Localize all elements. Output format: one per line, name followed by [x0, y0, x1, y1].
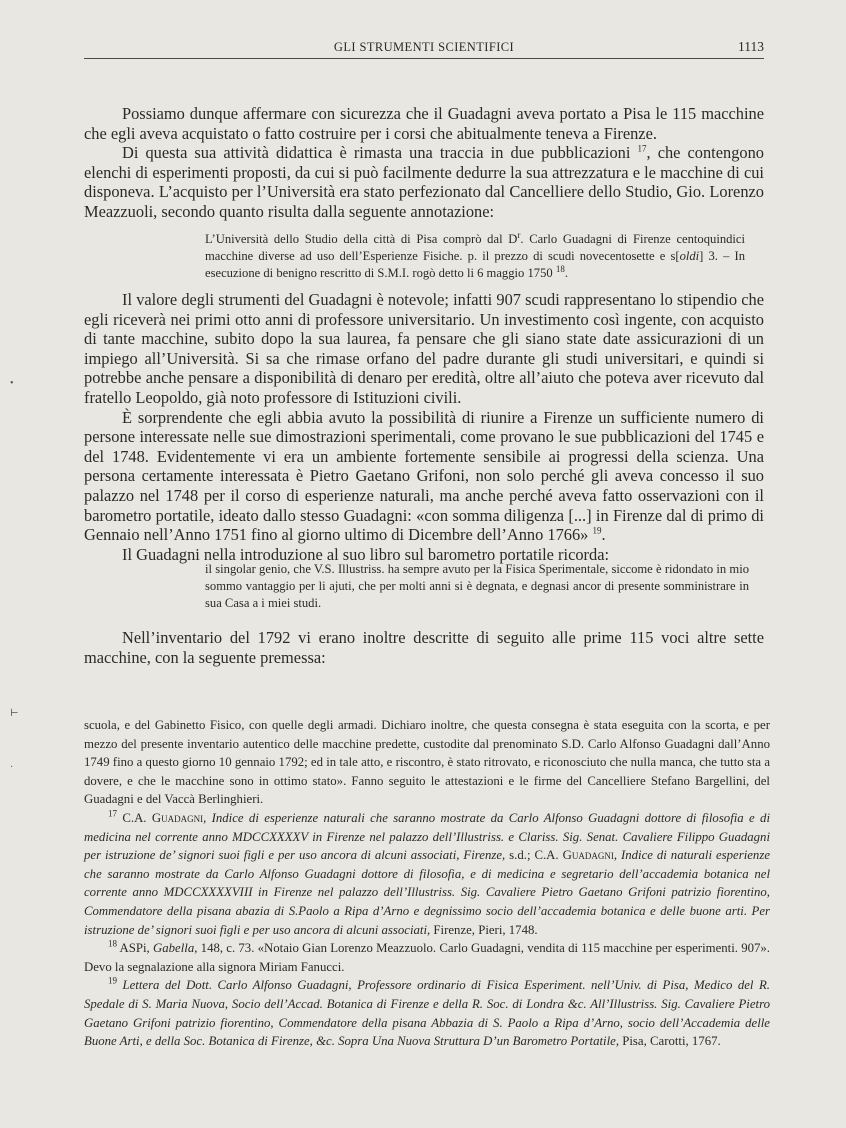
footnotes [84, 716, 770, 1051]
block-quote: L’Università dello Studio della città di Pisa comprò dal $D^r$. Carlo Guadagni di Firenze centoquindici macchine diverse ad uso dell’Esperienze Fisiche. p. il prezzo di scudi novecentosette e s[oldi] 3. – In esecuzione di benigno rescritto di S.M.I. rogò detto li 6 maggio 1750 $^{18}$. [205, 229, 746, 281]
running-title: GLI STRUMENTI SCIENTIFICI [333, 40, 515, 54]
block-quote: il singolar genio, che V.S. Illustriss. ha sempre avuto per la Fisica Sperimentale, siccome è ridondato in mio sommo vantaggio per li ajuti, che per molti anni si è degnata, e degnasi ancor di presente somministrare in sua Casa a i miei studi. [205, 562, 749, 611]
footnote-ref: 19 [592, 525, 602, 536]
paragraph: È sorprendente che egli abbia avuto la possibilità di riunire a Firenze un sufficiente numero di persone interessate nelle sue dimostrazioni sperimentali, come provano le sue pubblicazioni del 1745 e del 1748. Evidentemente vi era un ambiente fortemente sensibile ai progressi della scienza. Una persona certamente interessata è Pietro Gaetano Grifoni, non solo perché gli aveva concesso il suo palazzo nel 1748 per il corso di esperienze naturali, ma anche perché aveva fatto osservazioni con il barometro portatile, ideato dallo stesso Guadagni: «con somma diligenza [...] in Firenze dal di primo di Gennaio nell’Anno 1751 fino al giorno ultimo di Dicembre dell’Anno 1766» $^{19}$. [84, 407, 764, 545]
margin-dot: • [10, 378, 14, 389]
footnote-18: $^{18}$ ASPi, Gabella, 148, c. 73. «Notaio Gian Lorenzo Meazzuolo. Carlo Guadagni, vendita di 115 macchine per esperimenti. 907». Devo la segnalazione alla signora Miriam Fanucci. [84, 938, 770, 974]
body-block-3 [84, 628, 764, 667]
footnote-ref: 17 [637, 143, 647, 154]
paragraph: Il valore degli strumenti del Guadagni è notevole; infatti 907 scudi rappresentano lo stipendio che egli riceverà nei primi otto anni di professore universitario. Un investimento così ingente, con acquisto di tante macchine, subito dopo la sua laurea, fa pensare che gli siano state date assicurazioni di un impiego all’Università. Si sa che rimase orfano del padre durante gli studi universitari, e quindi si potrebbe anche pensare a disponibilità di denaro per eredità, oltre all’aiuto che poteva aver ricevuto dal fratello Leopoldo, già noto professore di Istituzioni civili. [84, 290, 764, 407]
paragraph: Di questa sua attività didattica è rimasta una traccia in due pubblicazioni $^{17}$, che contengono elenchi di esperimenti proposti, da cui si può facilmente dedurre la sua attrezzatura e le macchine di cui disponeva. L’acquisto per l’Università era stato perfezionato dal Cancelliere dello Studio, Gio. Lorenzo Meazzuoli, secondo quanto risulta dalla seguente annotazione: [84, 143, 764, 221]
body-block-2 [84, 290, 764, 564]
footnote-continuation: scuola, e del Gabinetto Fisico, con quelle degli armadi. Dichiaro inoltre, che questa consegna è stata eseguita con la scorta, e per mezzo del presente inventario autentico delle macchine predette, custodite dal prenominato S.D. Carlo Alfonso Guadagni dall’Anno 1749 fino a questo giorno 10 gennaio 1792; ed in tale atto, e riscontro, è stato ritrovato, e riconosciuto che nulla manca, che tutto sta a dovere, e che le macchine sono in ottimo stato». Fanno seguito le attestazioni e le firme del Cancelliere Stefano Bargellini, del Guadagni e del Vaccà Berlinghieri. [84, 718, 770, 807]
footnote-ref: 18 [555, 264, 565, 275]
paragraph: Il Guadagni nella introduzione al suo libro sul barometro portatile ricorda: [122, 544, 610, 564]
footnote-19: $^{19}$ Lettera del Dott. Carlo Alfonso Guadagni, Professore ordinario di Fisica Esperiment. nell’Univ. di Pisa, Medico del R. Spedale di S. Maria Nuova, Socio dell’Accad. Botanica di Firenze e della R. Soc. di Londra &c. All’Illustriss. Sig. Cavaliere Pietro Gaetano Grifoni patrizio fiorentino, Commendatore della pisana Abbazia di S. Paolo a Ripa d’Arno, socio dell’Accademia delle Buone Arti, e della Soc. Botanica di Firenze, &c. Sopra Una Nuova Struttura D’un Barometro Portatile, Pisa, Carotti, 1767. [84, 976, 770, 1049]
footnote-17: $^{17}$ C.A. Guadagni, Indice di esperienze naturali che saranno mostrate da Carlo Alfonso Guadagni dottore di filosofia e di medicina nel corrente anno MDCCXXXXV in Firenze nel palazzo dell’Illustriss. e Clariss. Sig. Senat. Cavaliere Filippo Guadagni per istruzione de’ signori suoi figli e per uso ancora di alcuni associati, Firenze, s.d.; C.A. Guadagni, Indice di naturali esperienze che saranno mostrate da Carlo Alfonso Guadagni dottore di filosofia, e di medicina e segretario dell’accademia botanica nel corrente anno MDCCXXXXVIII in Firenze nel palazzo dell’Illustriss. Sig. Cavaliere Pietro Gaetano Grifoni patrizio fiorentino, Commendatore della pisana abazia di S.Paolo a Ripa d’Arno e degnissimo socio dell’accademia botanica e delle buone arti. Per istruzione de’ signori suoi figli e per uso ancora di alcuni associati, Firenze, Pieri, 1748. [84, 808, 770, 937]
page-number: 1113 [738, 39, 764, 54]
margin-dot: · [10, 762, 14, 773]
running-header [84, 36, 764, 59]
body-block-1 [84, 104, 764, 222]
paragraph: Nell’inventario del 1792 vi erano inoltre descritte di seguito alle prime 115 voci altre sette macchine, con la seguente premessa: [84, 628, 764, 667]
paragraph: Possiamo dunque affermare con sicurezza che il Guadagni aveva portato a Pisa le 115 macchine che egli aveva acquistato o fatto costruire per i corsi che abitualmente teneva a Firenze. [84, 104, 764, 143]
margin-tick: ⊢ [10, 708, 19, 719]
